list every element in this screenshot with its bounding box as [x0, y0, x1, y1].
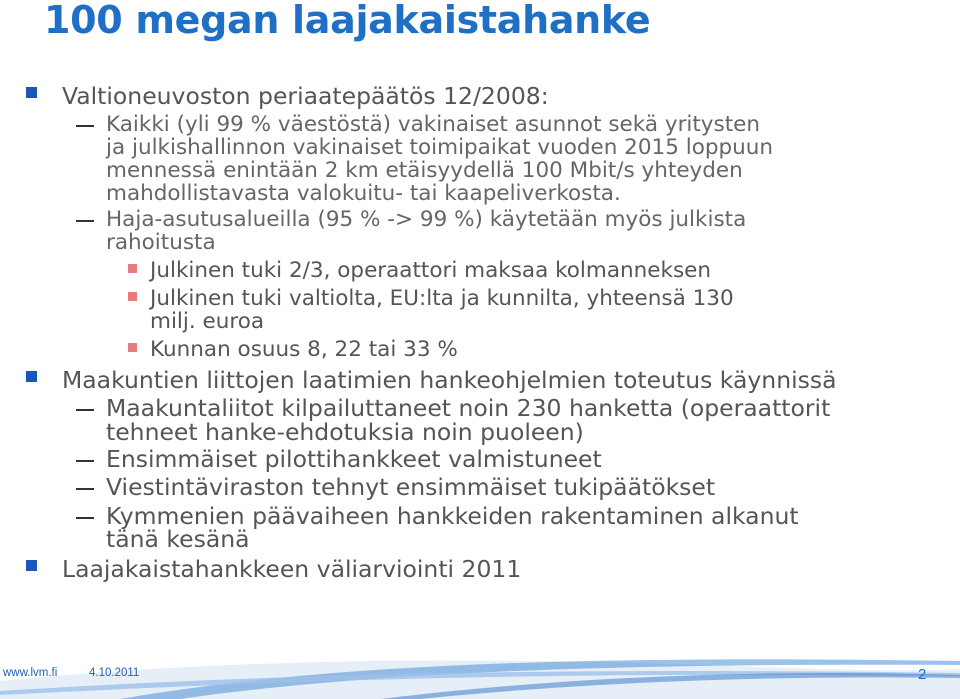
dash-icon [76, 488, 94, 490]
dash-icon [76, 409, 94, 411]
sub-bullet-text: tänä kesänä [106, 525, 250, 553]
sub-bullet-text: Viestintäviraston tehnyt ensimmäiset tukipäätökset [106, 473, 716, 501]
sub-bullet-square-icon [128, 264, 137, 273]
sub-bullet-text: Maakuntaliitot kilpailuttaneet noin 230 hanketta (operaattorit [106, 394, 831, 422]
detail-text: Kunnan osuus 8, 22 tai 33 % [150, 337, 458, 362]
sub-bullet-text: Ensimmäiset pilottihankkeet valmistuneet [106, 445, 602, 473]
sub-bullet-text: ja julkishallinnon vakinaiset toimipaikat vuoden 2015 loppuun [106, 135, 774, 160]
page-number: 2 [918, 666, 927, 683]
bullet-text: Laajakaistahankkeen väliarviointi 2011 [62, 555, 522, 583]
sub-bullet-text: Kymmenien päävaiheen hankkeiden rakentaminen alkanut [106, 502, 799, 530]
sub-bullet-text: mennessä enintään 2 km etäisyydellä 100 Mbit/s yhteyden [106, 158, 743, 183]
sub-bullet-square-icon [128, 292, 137, 301]
slide-title: 100 megan laajakaistahanke [44, 0, 651, 42]
detail-text: Julkinen tuki 2/3, operaattori maksaa kolmanneksen [150, 258, 712, 283]
dash-icon [76, 517, 94, 519]
footer-url[interactable]: www.lvm.fi [3, 667, 58, 679]
bullet-square-icon [26, 560, 37, 571]
bullet-square-icon [26, 87, 37, 98]
footer-wave [0, 651, 960, 699]
dash-icon [76, 460, 94, 462]
sub-bullet-text: Kaikki (yli 99 % väestöstä) vakinaiset asunnot sekä yritysten [106, 112, 761, 137]
bullet-text: Valtioneuvoston periaatepäätös 12/2008: [62, 82, 549, 110]
sub-bullet-text: tehneet hanke-ehdotuksia noin puoleen) [106, 418, 584, 446]
bullet-text: Maakuntien liittojen laatimien hankeohjelmien toteutus käynnissä [62, 366, 837, 394]
detail-text: milj. euroa [150, 309, 265, 334]
bullet-square-icon [26, 371, 37, 382]
sub-bullet-square-icon [128, 343, 137, 352]
footer-date: 4.10.2011 [89, 667, 140, 679]
sub-bullet-text: Haja-asutusalueilla (95 % -> 99 %) käytetään myös julkista [106, 207, 747, 232]
dash-icon [76, 125, 94, 127]
detail-text: Julkinen tuki valtiolta, EU:lta ja kunnilta, yhteensä 130 [150, 286, 734, 311]
sub-bullet-text: mahdollistavasta valokuitu- tai kaapeliverkosta. [106, 181, 621, 206]
sub-bullet-text: rahoitusta [106, 230, 216, 255]
dash-icon [76, 220, 94, 222]
